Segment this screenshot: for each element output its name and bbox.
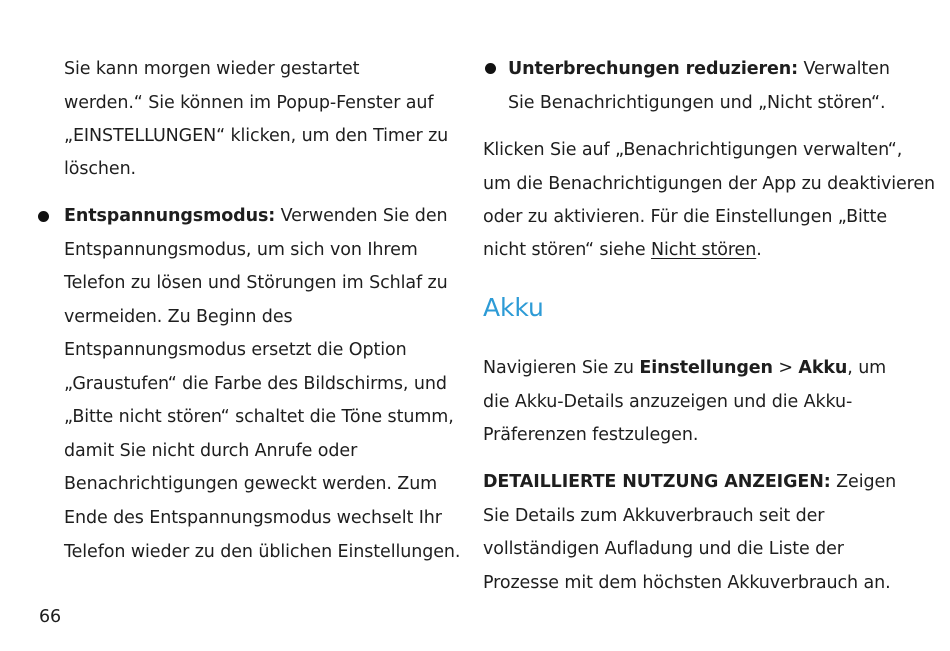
nicht-stoeren-link[interactable]: Nicht stören bbox=[650, 240, 757, 260]
paragraph-text: . bbox=[756, 240, 762, 260]
relax-mode-line: Entspannungsmodus ersetzt die Option bbox=[64, 340, 407, 360]
nav-settings-label: Einstellungen bbox=[639, 358, 773, 378]
paragraph-text: nicht stören“ siehe bbox=[483, 240, 651, 260]
detail-usage-line: Sie Details zum Akkuverbrauch seit der bbox=[483, 506, 825, 526]
nav-akku-label: Akku bbox=[798, 358, 848, 378]
paragraph-line: oder zu aktivieren. Für die Einstellungen „Bitte bbox=[483, 207, 887, 227]
relax-mode-line: damit Sie nicht durch Anrufe oder bbox=[64, 441, 358, 461]
bullet-icon bbox=[485, 63, 496, 74]
relax-mode-line: Telefon wieder zu den üblichen Einstellungen. bbox=[64, 542, 461, 562]
nav-separator: > bbox=[772, 358, 799, 378]
detail-usage-first-line bbox=[483, 470, 896, 494]
continued-text-line: werden.“ Sie können im Popup-Fenster auf bbox=[64, 93, 434, 113]
continued-text-line: „EINSTELLUNGEN“ klicken, um den Timer zu bbox=[64, 126, 449, 146]
paragraph-line: Klicken Sie auf „Benachrichtigungen verwalten“, bbox=[483, 140, 903, 160]
navigation-instruction-line bbox=[483, 356, 886, 380]
paragraph-line: um die Benachrichtigungen der App zu deaktivieren bbox=[483, 174, 936, 194]
detail-usage-text: Zeigen bbox=[830, 472, 897, 492]
reduce-interruptions-text: Verwalten bbox=[798, 59, 890, 79]
nav-text: , um bbox=[847, 358, 887, 378]
navigation-line: Präferenzen festzulegen. bbox=[483, 425, 699, 445]
section-heading-akku: Akku bbox=[483, 293, 544, 322]
reduce-interruptions-first-line bbox=[508, 57, 890, 81]
reduce-interruptions-title: Unterbrechungen reduzieren: bbox=[508, 59, 799, 79]
relax-mode-title: Entspannungsmodus: bbox=[64, 206, 276, 226]
relax-mode-text: Verwenden Sie den bbox=[275, 206, 448, 226]
continued-text-line: löschen. bbox=[64, 159, 137, 179]
relax-mode-line: Ende des Entspannungsmodus wechselt Ihr bbox=[64, 508, 442, 528]
detail-usage-title: DETAILLIERTE NUTZUNG ANZEIGEN: bbox=[483, 472, 831, 492]
relax-mode-line: „Bitte nicht stören“ schaltet die Töne stumm, bbox=[64, 407, 454, 427]
continued-text-line: Sie kann morgen wieder gestartet bbox=[64, 59, 360, 79]
relax-mode-line: Entspannungsmodus, um sich von Ihrem bbox=[64, 240, 418, 260]
relax-mode-line: „Graustufen“ die Farbe des Bildschirms, und bbox=[64, 374, 447, 394]
navigation-line: die Akku-Details anzuzeigen und die Akku- bbox=[483, 392, 853, 412]
relax-mode-line: vermeiden. Zu Beginn des bbox=[64, 307, 293, 327]
detail-usage-line: vollständigen Aufladung und die Liste der bbox=[483, 539, 844, 559]
relax-mode-line: Telefon zu lösen und Störungen im Schlaf zu bbox=[64, 273, 448, 293]
bullet-icon bbox=[38, 211, 49, 222]
page-number: 66 bbox=[39, 607, 62, 627]
detail-usage-line: Prozesse mit dem höchsten Akkuverbrauch an. bbox=[483, 573, 891, 593]
reduce-interruptions-line: Sie Benachrichtigungen und „Nicht stören“. bbox=[508, 93, 886, 113]
nav-text: Navigieren Sie zu bbox=[483, 358, 640, 378]
paragraph-last-line bbox=[483, 238, 762, 262]
relax-mode-line: Benachrichtigungen geweckt werden. Zum bbox=[64, 474, 438, 494]
relax-mode-first-line bbox=[64, 204, 447, 228]
